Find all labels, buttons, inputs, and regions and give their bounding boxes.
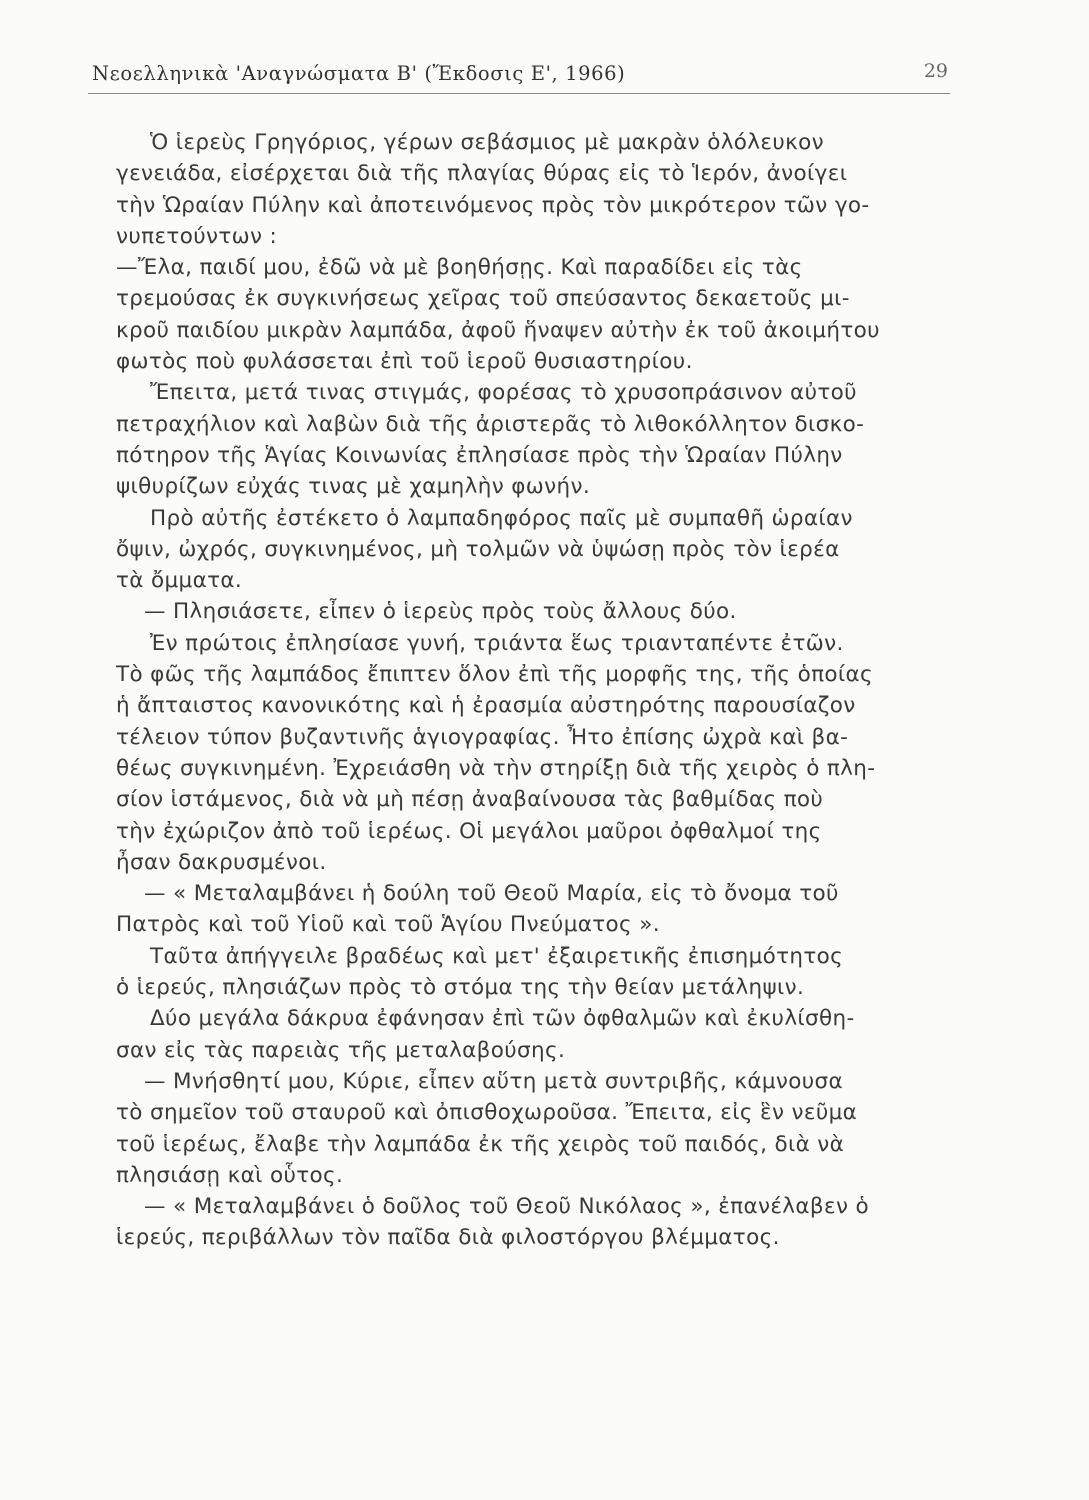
text-line: Ἔπειτα, μετά τινας στιγμάς, φορέσας τὸ χρυσοπράσινον αὐτοῦ bbox=[150, 380, 857, 406]
text-line: ἦσαν δακρυσμένοι. bbox=[116, 849, 327, 875]
body-text bbox=[116, 127, 976, 1254]
page-number: 29 bbox=[923, 60, 948, 82]
text-line: ἡ ἄπταιστος κανονικότης καὶ ἡ ἐρασμία αὐστηρότης παρουσίαζον bbox=[116, 693, 856, 719]
text-line: Δύο μεγάλα δάκρυα ἐφάνησαν ἐπὶ τῶν ὀφθαλμῶν καὶ ἐκυλίσθη- bbox=[150, 1006, 855, 1032]
text-line: — Μνήσθητί μου, Κύριε, εἶπεν αὕτη μετὰ συντριβῆς, κάμνουσα bbox=[144, 1068, 844, 1094]
text-line: Ταῦτα ἀπήγγειλε βραδέως καὶ μετ' ἐξαιρετικῆς ἐπισημότητος bbox=[150, 943, 844, 969]
text-line: σίον ἱστάμενος, διὰ νὰ μὴ πέσῃ ἀναβαίνουσα τὰς βαθμίδας ποὺ bbox=[116, 787, 824, 813]
text-line: Τὸ φῶς τῆς λαμπάδος ἔπιπτεν ὅλον ἐπὶ τῆς μορφῆς της, τῆς ὁποίας bbox=[116, 662, 873, 688]
text-line: τὴν Ὡραίαν Πύλην καὶ ἀποτεινόμενος πρὸς τὸν μικρότερον τῶν γο- bbox=[116, 192, 870, 218]
text-line: σαν εἰς τὰς παρειὰς τῆς μεταλαβούσης. bbox=[116, 1037, 566, 1063]
text-line: τρεμούσας ἐκ συγκινήσεως χεῖρας τοῦ σπεύσαντος δεκαετοῦς μι- bbox=[116, 286, 850, 312]
text-line: τὸ σημεῖον τοῦ σταυροῦ καὶ ὀπισθοχωροῦσα. Ἔπειτα, εἰς ἓν νεῦμα bbox=[116, 1100, 858, 1126]
text-line: Ἐν πρώτοις ἐπλησίασε γυνή, τριάντα ἕως τριανταπέντε ἐτῶν. bbox=[150, 630, 844, 656]
text-line: νυπετούντων : bbox=[116, 223, 278, 249]
text-line: ὄψιν, ὠχρός, συγκινημένος, μὴ τολμῶν νὰ ὑψώσῃ πρὸς τὸν ἱερέα bbox=[116, 536, 840, 562]
text-line: τὰ ὄμματα. bbox=[116, 568, 243, 594]
running-title: Νεοελληνικὰ 'Αναγνώσματα Β' (Ἔκδοσις Ε', 1966) bbox=[92, 62, 626, 85]
text-line: πλησιάσῃ καὶ οὗτος. bbox=[116, 1162, 344, 1188]
text-line: τὴν ἐχώριζον ἀπὸ τοῦ ἱερέως. Οἱ μεγάλοι μαῦροι ὀφθαλμοί της bbox=[116, 818, 822, 844]
text-line: θέως συγκινημένη. Ἐχρειάσθη νὰ τὴν στηρίξῃ διὰ τῆς χειρὸς ὁ πλη- bbox=[116, 755, 876, 781]
text-line: ἱερεύς, περιβάλλων τὸν παῖδα διὰ φιλοστόργου βλέμματος. bbox=[116, 1225, 780, 1251]
text-line: — « Μεταλαμβάνει ὁ δοῦλος τοῦ Θεοῦ Νικόλαος », ἐπανέλαβεν ὁ bbox=[144, 1194, 869, 1220]
text-line: κροῦ παιδίου μικρὰν λαμπάδα, ἀφοῦ ἥναψεν αὐτὴν ἐκ τοῦ ἀκοιμήτου bbox=[116, 317, 880, 343]
text-line: φωτὸς ποὺ φυλάσσεται ἐπὶ τοῦ ἱεροῦ θυσιαστηρίου. bbox=[116, 349, 693, 375]
text-line: — Πλησιάσετε, εἶπεν ὁ ἱερεὺς πρὸς τοὺς ἄλλους δύο. bbox=[144, 599, 737, 625]
text-line: Πρὸ αὐτῆς ἐστέκετο ὁ λαμπαδηφόρος παῖς μὲ συμπαθῆ ὡραίαν bbox=[150, 505, 853, 531]
header-rule bbox=[88, 93, 950, 94]
text-line: πετραχήλιον καὶ λαβὼν διὰ τῆς ἀριστερᾶς τὸ λιθοκόλλητον δισκο- bbox=[116, 411, 865, 437]
running-header bbox=[92, 60, 962, 92]
text-line: Ὁ ἱερεὺς Γρηγόριος, γέρων σεβάσμιος μὲ μακρὰν ὁλόλευκον bbox=[150, 130, 825, 155]
text-line: ὁ ἱερεύς, πλησιάζων πρὸς τὸ στόμα της τὴν θείαν μετάληψιν. bbox=[116, 975, 805, 1001]
text-line: — « Μεταλαμβάνει ἡ δούλη τοῦ Θεοῦ Μαρία, εἰς τὸ ὄνομα τοῦ bbox=[144, 881, 839, 907]
text-line: —Ἔλα, παιδί μου, ἐδῶ νὰ μὲ βοηθήσῃς. Καὶ παραδίδει εἰς τὰς bbox=[116, 255, 803, 281]
text-line: πότηρον τῆς Ἁγίας Κοινωνίας ἐπλησίασε πρὸς τὴν Ὡραίαν Πύλην bbox=[116, 442, 843, 468]
text-line: τοῦ ἱερέως, ἔλαβε τὴν λαμπάδα ἐκ τῆς χειρὸς τοῦ παιδός, διὰ νὰ bbox=[116, 1131, 845, 1157]
text-line: τέλειον τύπον βυζαντινῆς ἁγιογραφίας. Ἦτο ἐπίσης ὠχρὰ καὶ βα- bbox=[116, 724, 849, 750]
text-line: γενειάδα, εἰσέρχεται διὰ τῆς πλαγίας θύρας εἰς τὸ Ἱερόν, ἀνοίγει bbox=[116, 161, 848, 187]
text-line: Πατρὸς καὶ τοῦ Υἱοῦ καὶ τοῦ Ἁγίου Πνεύματος ». bbox=[116, 912, 660, 938]
text-line: ψιθυρίζων εὐχάς τινας μὲ χαμηλὴν φωνήν. bbox=[116, 474, 591, 500]
